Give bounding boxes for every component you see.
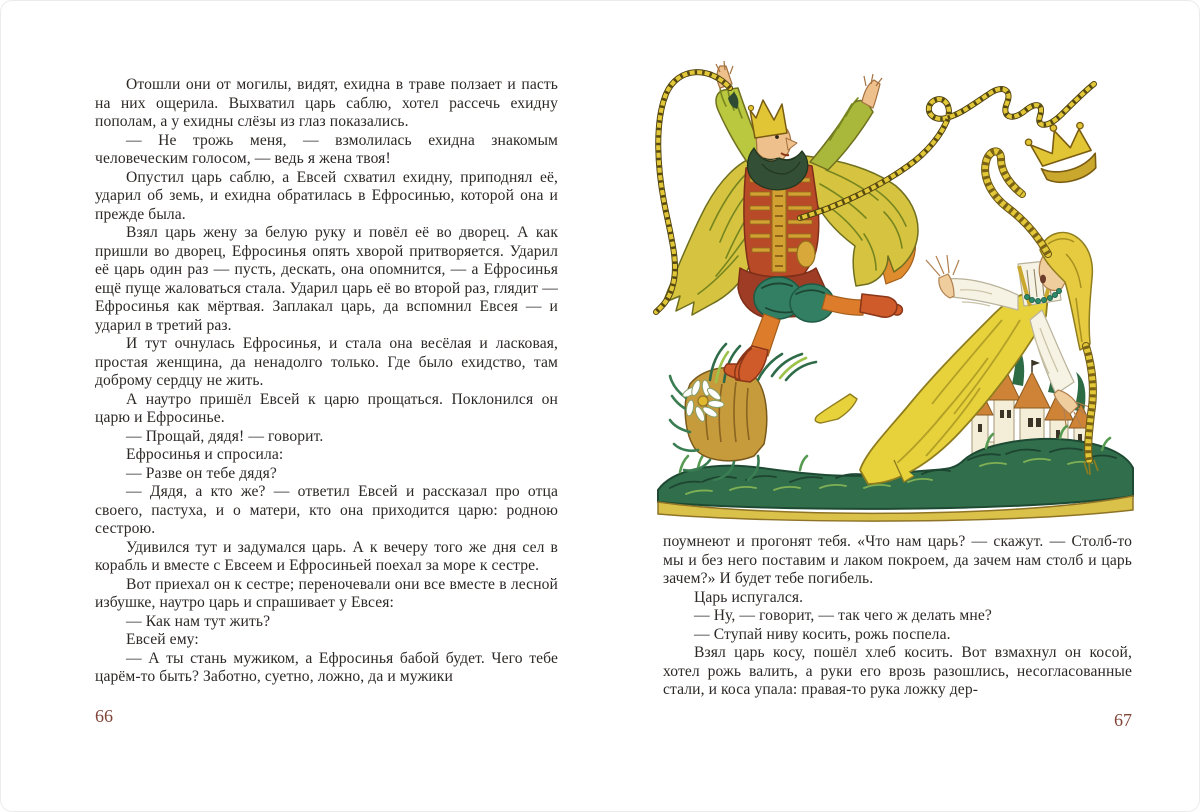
- tsar-right-hand: [862, 74, 882, 108]
- paragraph: — А ты стань мужиком, а Ефросинья бабой будет. Чего тебе царём-то быть? Заботно, суетно, ложно, да и мужики: [95, 649, 558, 685]
- paragraph: поумнеют и прогонят тебя. «Что нам царь? — скажут. — Столб-то мы и без него поставим и лаком покроем, да зачем нам столб и царь зачем?» И будет тебе погибель.: [663, 533, 1132, 587]
- paragraph: — Ступай ниву косить, рожь поспела.: [694, 625, 951, 643]
- princess-slipper: [815, 394, 857, 423]
- paragraph: А наутро пришёл Евсей к царю прощаться. Поклонился он царю и Ефросинье.: [95, 390, 558, 426]
- paragraph: — Как нам тут жить?: [126, 612, 271, 630]
- paragraph: — Не трожь меня, — взмолилась ехидна знакомым человеческим голосом, — ведь я жена твоя!: [95, 131, 558, 167]
- paragraph: Опустил царь саблю, а Евсей схватил ехидну, приподнял её, ударил об земь, и ехидна обратилась в Ефросинью, которой она и прежде была.: [95, 168, 558, 223]
- right-page-text: [663, 533, 1132, 700]
- paragraph: — Ну, — говорит, — так чего ж делать мне?: [694, 607, 992, 624]
- tsar-crown-icon: [750, 100, 787, 138]
- flying-crown-icon: [1023, 115, 1101, 191]
- paragraph: Вот приехал он к сестре; переночевали они все вместе в лесной избушке, наутро царь и спрашивает у Евсея:: [95, 575, 558, 611]
- paragraph: Евсей ему:: [126, 631, 199, 648]
- illustration-svg: [650, 58, 1140, 528]
- paragraph: И тут очнулась Ефросинья, и стала она весёлая и ласковая, простая женщина, да ненадолго только. Где было ехидство, там доброму сердцу не жить.: [95, 335, 558, 389]
- gold-pendant: [797, 241, 815, 267]
- paragraph: — Прощай, дядя! — говорит.: [126, 427, 324, 445]
- paragraph: Отошли они от могилы, видят, ехидна в траве ползает и пасть на них ощерила. Выхватил царь саблю, хотел рассечь ехидну пополам, а у ехидны слёзы из глаз показались.: [95, 76, 558, 130]
- page-number-left: 66: [95, 706, 113, 726]
- tsar-boot-left: [724, 346, 768, 382]
- paragraph: Удивился тут и задумался царь. А к вечеру того же дня сел в корабль и вместе с Евсеем и Ефросиньей поехал за море к сестре.: [95, 538, 558, 574]
- tsar-boot-right: [860, 294, 902, 317]
- princess-mouth: [1040, 275, 1046, 284]
- paragraph: — Дядя, а кто же? — ответил Евсей и рассказал про отца своего, пастуха, и о матери, кто она приходится царю: родною сестрою.: [95, 483, 558, 537]
- tsar-figure: [663, 61, 918, 382]
- flying-braid: [985, 151, 1048, 254]
- princess-raised-hand: [926, 255, 959, 298]
- paragraph: Ефросинья и спросила:: [126, 446, 284, 463]
- paragraph: Взял царь жену за белую руку и повёл её во дворец. А как пришли во дворец, Ефросинья опять хворой притворяется. Ударил её царь один раз — пусть, дескать, она опомнится, — а Ефросинья ещё пуще жаловаться стала. Ударил царь её во второй раз, глядит — Ефросинья как мёртвая. Заплакал царь, да вспомнил Евсея — и ударил в третий раз.: [95, 224, 558, 334]
- paragraph: Взял царь косу, пошёл хлеб косить. Вот взмахнул он косой, хотел рожь валить, а руки его врозь разошлись, несогласованные стали, и коса упала: правая-то рука ложку дер-: [663, 644, 1132, 698]
- paragraph: — Разве он тебе дядя?: [126, 464, 277, 482]
- paragraph: Царь испугался.: [694, 588, 804, 606]
- fairy-tale-illustration: [650, 58, 1140, 528]
- page-number-right: 67: [1114, 710, 1132, 730]
- left-page-text: [95, 76, 558, 687]
